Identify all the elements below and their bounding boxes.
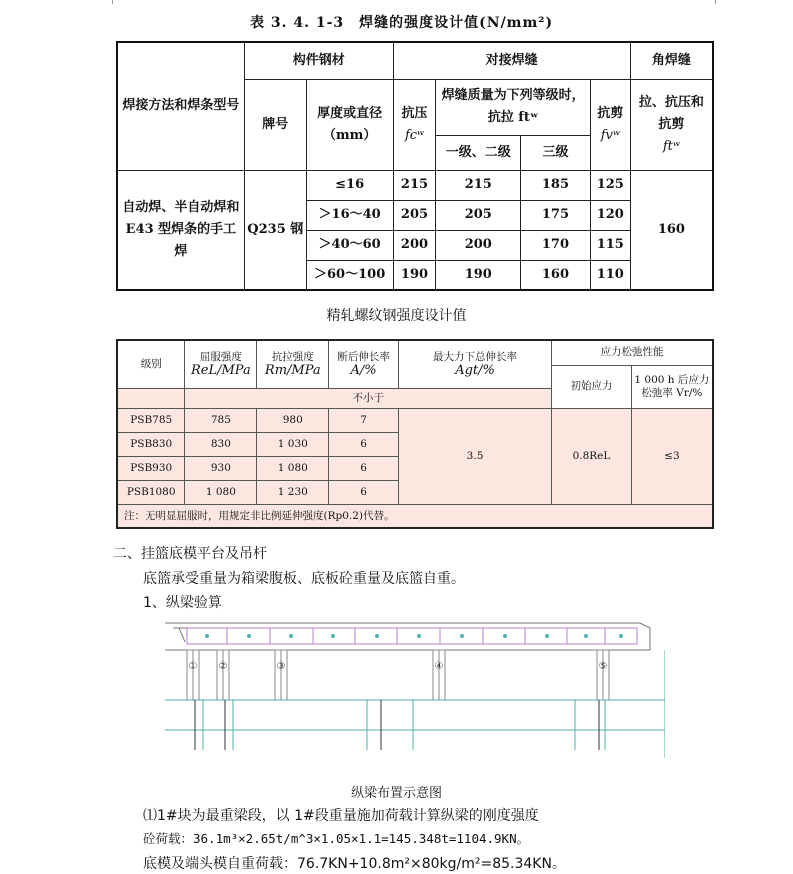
table-cell: 125	[590, 170, 630, 200]
table-cell: ≤16	[306, 170, 393, 200]
table-cell: ＞60～100	[306, 260, 393, 290]
header-relaxation: 应力松弛性能	[552, 340, 713, 365]
beam-label-2: ②	[218, 661, 228, 672]
deck-segments	[187, 628, 637, 644]
table-cell: 110	[590, 260, 630, 290]
header-max-elongation-label: 最大力下总伸长率	[433, 350, 518, 363]
weld-method: 自动焊、半自动焊和 E43 型焊条的手工焊	[117, 170, 244, 290]
lower-posts	[195, 700, 599, 750]
table-cell: PSB1080	[117, 481, 185, 505]
table-cell: ＞16～40	[306, 200, 393, 230]
header-method: 焊接方法和焊条型号	[117, 42, 244, 170]
table-cell: 190	[436, 260, 521, 290]
table-cell: 6	[329, 457, 399, 481]
fillet-value: 160	[630, 170, 713, 290]
header-member: 构件钢材	[244, 42, 393, 79]
header-initial-stress: 初始应力	[552, 365, 632, 409]
calc-line-2: 砼荷载：36.1m³×2.65t/m^3×1.05×1.1=145.348t=1104.9KN。	[143, 831, 530, 846]
beam-label-4: ④	[434, 661, 444, 672]
longitudinal-beam-diagram	[165, 620, 665, 758]
section-heading: 二、挂篮底模平台及吊杆	[113, 546, 267, 562]
table-cell: 115	[590, 230, 630, 260]
header-tensile-label: 抗拉强度	[271, 350, 314, 363]
header-yield-symbol: ReL/MPa	[191, 362, 251, 378]
header-fillet-sub	[630, 79, 713, 170]
header-relaxation-rate: 1 000 h 后应力松弛率 Vr/%	[631, 365, 713, 409]
calc-line-3: 底模及端头模自重荷载：76.7KN+10.8m²×80kg/m²=85.34KN。	[143, 856, 566, 872]
table-cell: 785	[185, 409, 257, 433]
header-yield-label: 屈服强度	[199, 350, 242, 363]
header-shear-label: 抗剪	[597, 105, 624, 121]
header-butt-weld: 对接焊缝	[393, 42, 630, 79]
paragraph: 底篮承受重量为箱梁腹板、底板砼重量及底篮自重。	[143, 571, 465, 587]
page-top-rule	[112, 0, 716, 4]
table-cell: 190	[393, 260, 436, 290]
table-cell: 1 080	[185, 481, 257, 505]
table-cell: 1 030	[257, 433, 329, 457]
table-cell: 6	[329, 433, 399, 457]
table2-caption: 精轧螺纹钢强度设计值	[326, 308, 467, 324]
table-cell: 205	[436, 200, 521, 230]
table-cell: 6	[329, 481, 399, 505]
table-cell: PSB930	[117, 457, 185, 481]
beam-label-5: ⑤	[598, 661, 608, 672]
calc-line-1: ⑴1#块为最重梁段，以 1#段重量施加荷载计算纵梁的刚度强度	[143, 808, 539, 824]
table-cell: 205	[393, 200, 436, 230]
header-elongation-label: 断后伸长率	[337, 350, 390, 363]
table-cell: PSB785	[117, 409, 185, 433]
table-cell: 160	[521, 260, 591, 290]
header-tensile-symbol: Rm/MPa	[264, 362, 321, 378]
weld-strength-table	[116, 41, 714, 291]
table-cell: 1 230	[257, 481, 329, 505]
header-elongation-symbol: A/%	[350, 362, 377, 378]
max-elongation-value: 3.5	[398, 409, 551, 505]
deck-markers	[205, 634, 623, 638]
table-cell: 200	[393, 230, 436, 260]
table-cell: 7	[329, 409, 399, 433]
header-max-elongation	[398, 340, 551, 388]
table2-note: 注：无明显屈服时，用规定非比例延伸强度(Rp0.2)代替。	[117, 505, 713, 528]
header-grade: 牌号	[244, 79, 306, 170]
table-cell: 200	[436, 230, 521, 260]
header-quality-3: 三级	[521, 135, 591, 170]
beam-label-1: ①	[188, 661, 198, 672]
beam-labels	[189, 661, 608, 672]
table1-title: 表 3. 4. 1-3 焊缝的强度设计值(N/mm²)	[250, 15, 554, 31]
initial-stress-value: 0.8ReL	[552, 409, 632, 505]
sub-heading: 1、纵梁验算	[143, 595, 222, 611]
header-tensile	[257, 340, 329, 388]
table-cell: ＞40～60	[306, 230, 393, 260]
table-cell: 120	[590, 200, 630, 230]
header-quality-1-2: 一级、二级	[436, 135, 521, 170]
header-quality: 焊缝质量为下列等级时，抗拉 ftʷ	[436, 79, 590, 135]
header-max-elongation-symbol: Agt/%	[455, 362, 495, 378]
header-shear-symbol: fvʷ	[600, 127, 620, 143]
header-compression	[393, 79, 436, 170]
header-elongation	[329, 340, 399, 388]
diagram-caption: 纵梁布置示意图	[350, 786, 442, 801]
table-cell	[117, 388, 185, 409]
table-cell: PSB830	[117, 433, 185, 457]
header-level: 级别	[117, 340, 185, 388]
header-yield	[185, 340, 257, 388]
header-fillet-weld: 角焊缝	[630, 42, 713, 79]
table-cell: 170	[521, 230, 591, 260]
table-cell: 830	[185, 433, 257, 457]
header-shear	[590, 79, 630, 170]
table-cell: 185	[521, 170, 591, 200]
table-cell: 215	[393, 170, 436, 200]
table-cell: 930	[185, 457, 257, 481]
rebar-strength-table	[116, 339, 714, 529]
table-cell: 175	[521, 200, 591, 230]
deck-outline	[165, 623, 650, 650]
header-fillet-sub-label: 拉、抗压和抗剪	[638, 94, 704, 132]
beam-label-3: ③	[276, 661, 286, 672]
table-cell: 1 080	[257, 457, 329, 481]
header-compression-symbol: fcʷ	[404, 127, 425, 143]
header-compression-label: 抗压	[401, 105, 428, 121]
header-thickness: 厚度或直径（mm）	[306, 79, 393, 170]
steel-grade: Q235 钢	[244, 170, 306, 290]
table-cell: 980	[257, 409, 329, 433]
relaxation-value: ≤3	[631, 409, 713, 505]
beam-columns	[187, 650, 609, 700]
header-min: 不小于	[185, 388, 552, 409]
table-cell: 215	[436, 170, 521, 200]
lower-frame	[165, 650, 665, 758]
header-fillet-symbol: ftʷ	[662, 138, 680, 154]
